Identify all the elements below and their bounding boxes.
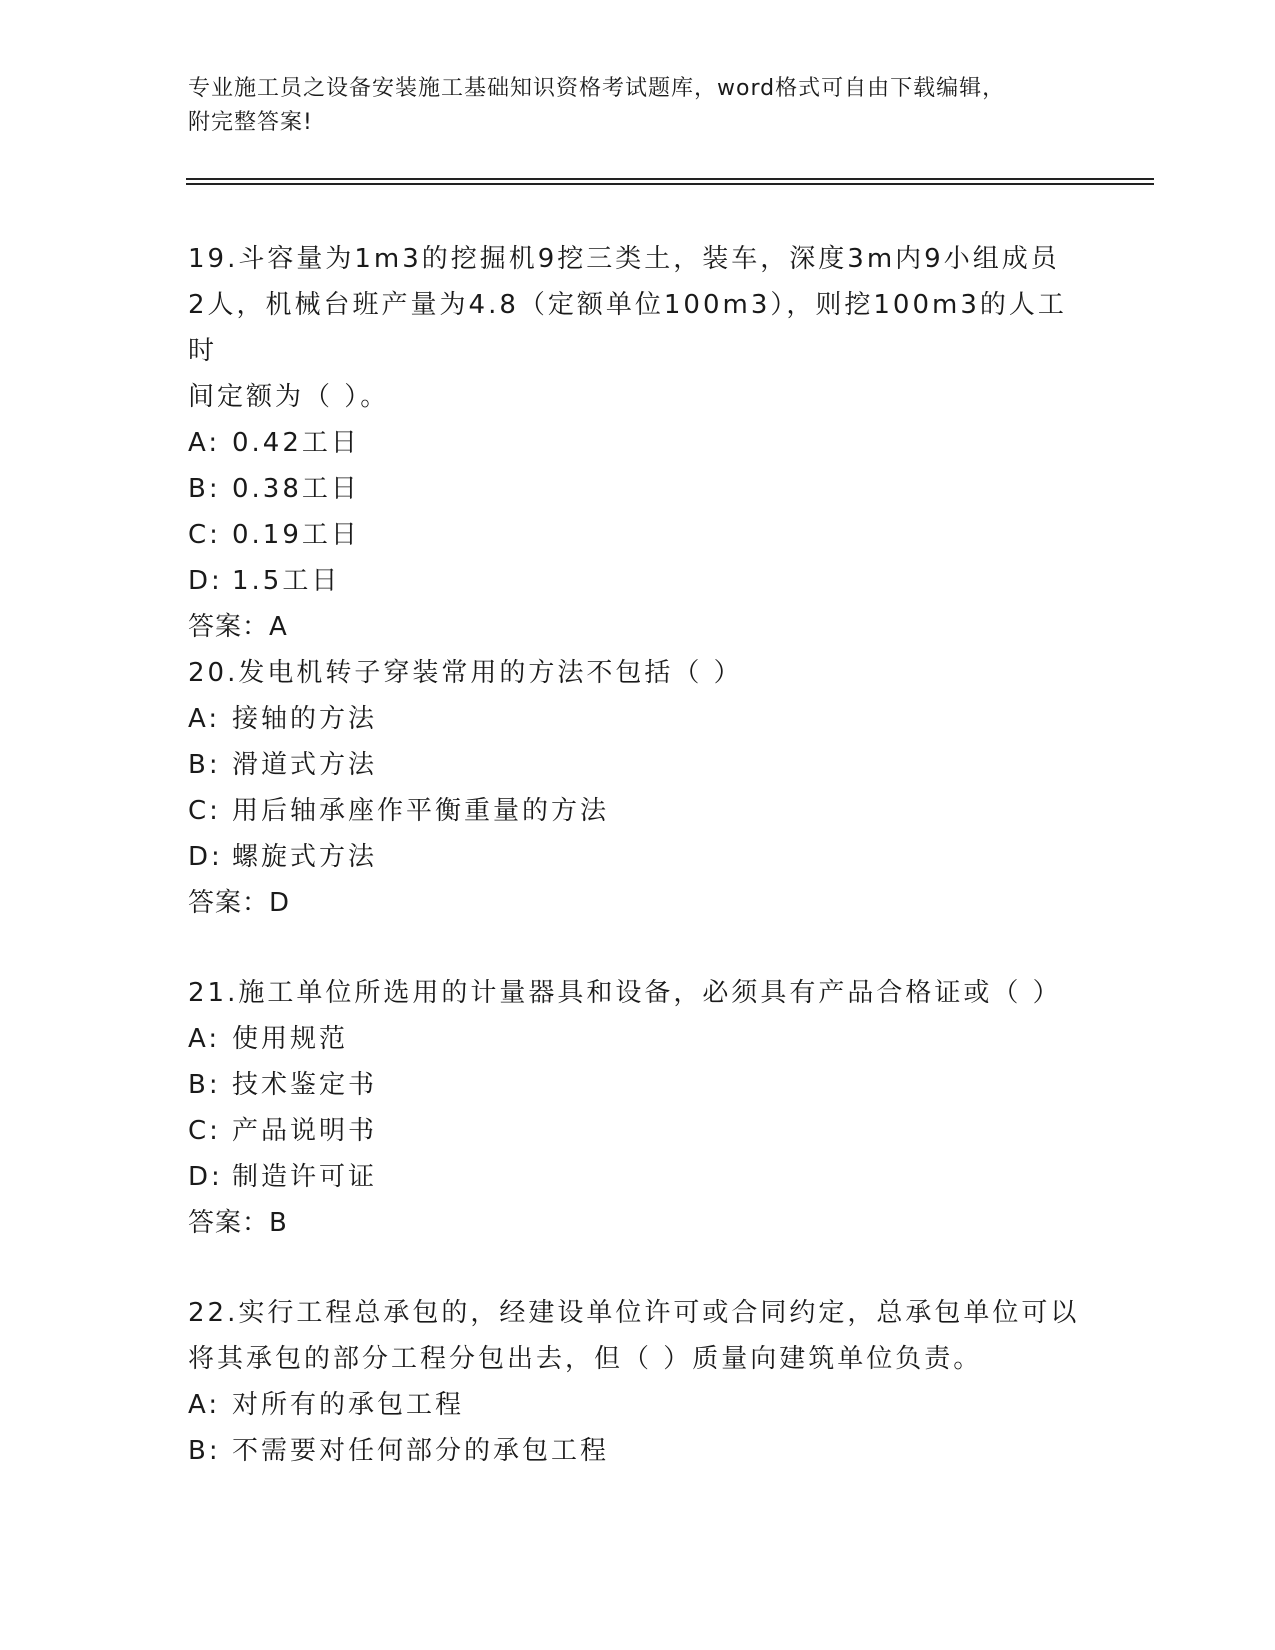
option-key: A: (188, 1024, 221, 1054)
header-divider-top (186, 178, 1154, 180)
option-text: 制造许可证 (232, 1162, 378, 1192)
option-text: 滑道式方法 (232, 750, 378, 780)
answer-line: 答案：B (188, 1208, 288, 1238)
option-d (188, 1154, 1088, 1200)
option-b (188, 1428, 1088, 1474)
option-a (188, 1382, 1088, 1428)
option-text: 对所有的承包工程 (232, 1390, 465, 1420)
answer-line: 答案：A (188, 612, 288, 642)
question-stem-line: 将其承包的部分工程分包出去，但（ ）质量向建筑单位负责。 (188, 1344, 983, 1374)
option-key: B: (188, 474, 221, 504)
option-key: D: (188, 566, 223, 596)
question-stem-line: 19.斗容量为1m3的挖掘机9挖三类土，装车，深度3m内9小组成员 (188, 244, 1060, 274)
question-20 (188, 650, 1088, 926)
option-c (188, 788, 1088, 834)
option-text: 接轴的方法 (232, 704, 378, 734)
question-stem-line: 21.施工单位所选用的计量器具和设备，必须具有产品合格证或（ ） (188, 978, 1062, 1008)
option-text: 0.38工日 (232, 474, 360, 504)
question-stem-line: 间定额为（ ）。 (188, 382, 390, 412)
question-19 (188, 236, 1088, 650)
option-key: C: (188, 520, 221, 550)
option-text: 1.5工日 (232, 566, 341, 596)
option-a (188, 420, 1088, 466)
option-key: B: (188, 1436, 221, 1466)
option-text: 技术鉴定书 (232, 1070, 378, 1100)
option-text: 产品说明书 (232, 1116, 378, 1146)
answer-line: 答案：D (188, 888, 291, 918)
option-text: 0.42工日 (232, 428, 360, 458)
option-key: C: (188, 1116, 221, 1146)
option-key: D: (188, 842, 223, 872)
question-stem-line: 2人，机械台班产量为4.8（定额单位100m3），则挖100m3的人工时 (188, 290, 1067, 366)
option-d (188, 558, 1088, 604)
question-21 (188, 970, 1088, 1246)
option-d (188, 834, 1088, 880)
option-key: A: (188, 704, 221, 734)
option-text: 使用规范 (232, 1024, 349, 1054)
option-a (188, 696, 1088, 742)
option-text: 不需要对任何部分的承包工程 (232, 1436, 610, 1466)
option-b (188, 466, 1088, 512)
option-a (188, 1016, 1088, 1062)
option-text: 用后轴承座作平衡重量的方法 (232, 796, 610, 826)
option-b (188, 742, 1088, 788)
option-b (188, 1062, 1088, 1108)
question-stem-line: 20.发电机转子穿装常用的方法不包括（ ） (188, 658, 743, 688)
question-stem-line: 22.实行工程总承包的，经建设单位许可或合同约定，总承包单位可以 (188, 1298, 1080, 1328)
document-header (188, 72, 1088, 140)
option-c (188, 1108, 1088, 1154)
option-key: D: (188, 1162, 223, 1192)
option-key: A: (188, 1390, 221, 1420)
header-line-2: 附完整答案! (188, 110, 313, 135)
header-line-1: 专业施工员之设备安装施工基础知识资格考试题库，word格式可自由下载编辑， (188, 76, 1006, 101)
option-key: A: (188, 428, 221, 458)
option-key: B: (188, 750, 221, 780)
option-text: 螺旋式方法 (232, 842, 378, 872)
option-text: 0.19工日 (232, 520, 360, 550)
header-divider-bottom (186, 183, 1154, 185)
question-22 (188, 1290, 1088, 1474)
option-key: B: (188, 1070, 221, 1100)
option-c (188, 512, 1088, 558)
option-key: C: (188, 796, 221, 826)
